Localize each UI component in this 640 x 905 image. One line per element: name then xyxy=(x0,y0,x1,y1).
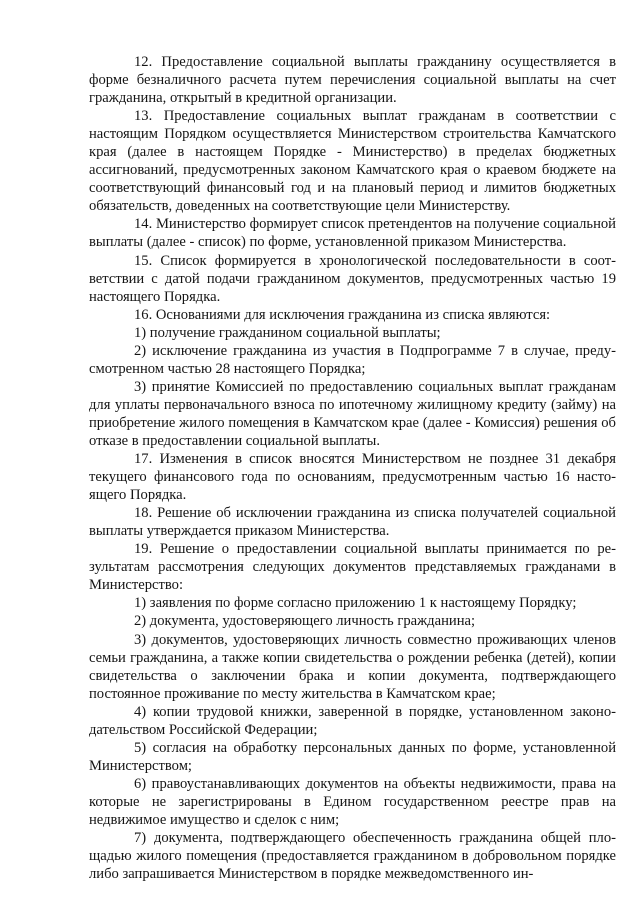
paragraph-13: 13. Предоставление социальных выплат гражданам в соответствии с настоящим Порядком осуществляется Министерством строительства Камчатского края (далее в настоящем Порядке - Министерство) в пределах бюджетных ассигнований, предусмотренных законом Камчатского края о краевом бюджете на соответствующий финансовый год и на плановый период и лимитов бюджетных обязательств, доведенных на соответствующие цели Министерству. xyxy=(89,108,616,215)
paragraph-18: 18. Решение об исключении гражданина из списка получателей социальной выплаты утверждается приказом Министерства. xyxy=(89,505,616,540)
paragraph-14: 14. Министерство формирует список претендентов на получение социальной выплаты (далее - список) по форме, установленной приказом Министерства. xyxy=(89,216,616,251)
paragraph-12: 12. Предоставление социальной выплаты гражданину осуществляется в форме безналичного расчета путем перечисления социальной выплаты на счет гражданина, открытый в кредитной организации. xyxy=(89,54,616,107)
paragraph-19-item-2: 2) документа, удостоверяющего личность гражданина; xyxy=(134,613,476,630)
paragraph-17: 17. Изменения в список вносятся Министерством не позднее 31 декабря текущего финансового года по основаниям, предусмотренным частью 16 настоящего Порядка. xyxy=(89,451,616,504)
paragraph-19-item-1: 1) заявления по форме согласно приложению 1 к настоящему Порядку; xyxy=(134,595,577,612)
paragraph-16: 16. Основаниями для исключения гражданина из списка являются: xyxy=(134,306,551,323)
paragraph-19-item-4: 4) копии трудовой книжки, заверенной в порядке, установленном законодательством Российской Федерации; xyxy=(89,703,616,738)
paragraph-19-item-5: 5) согласия на обработку персональных данных по форме, установленной Министерством; xyxy=(89,739,616,774)
paragraph-16-item-1: 1) получение гражданином социальной выплаты; xyxy=(134,324,441,341)
document-body xyxy=(89,53,616,883)
paragraph-16-item-2: 2) исключение гражданина из участия в Подпрограмме 7 в случае, предусмотренном частью 28 настоящего Порядка; xyxy=(89,342,616,377)
paragraph-19-item-3: 3) документов, удостоверяющих личность совместно проживающих членов семьи гражданина, а также копии свидетельства о рождении ребенка (детей), копии свидетельства о заключении брака и копии документа, подтверждающего постоянное проживание по месту жительства в Камчатском крае; xyxy=(89,631,616,702)
paragraph-19-item-7: 7) документа, подтверждающего обеспеченность гражданина общей площадью жилого помещения (предоставляется гражданином в добровольном порядке либо запрашивается Министерством в порядке межведомственного ин- xyxy=(89,830,616,883)
paragraph-16-item-3: 3) принятие Комиссией по предоставлению социальных выплат гражданам для уплаты первоначального взноса по ипотечному жилищному кредиту (займу) на приобретение жилого помещения в Камчатском крае (далее - Комиссия) решения об отказе в предоставлении социальной выплаты. xyxy=(89,378,616,449)
paragraph-19: 19. Решение о предоставлении социальной выплаты принимается по результатам рассмотрения следующих документов представляемых гражданами в Министерство: xyxy=(89,541,616,594)
paragraph-15: 15. Список формируется в хронологической последовательности в соответствии с датой подачи гражданином документов, предусмотренных частью 19 настоящего Порядка. xyxy=(89,252,616,305)
paragraph-19-item-6: 6) правоустанавливающих документов на объекты недвижимости, права на которые не зарегистрированы в Едином государственном реестре прав на недвижимое имущество и сделок с ним; xyxy=(89,775,616,828)
